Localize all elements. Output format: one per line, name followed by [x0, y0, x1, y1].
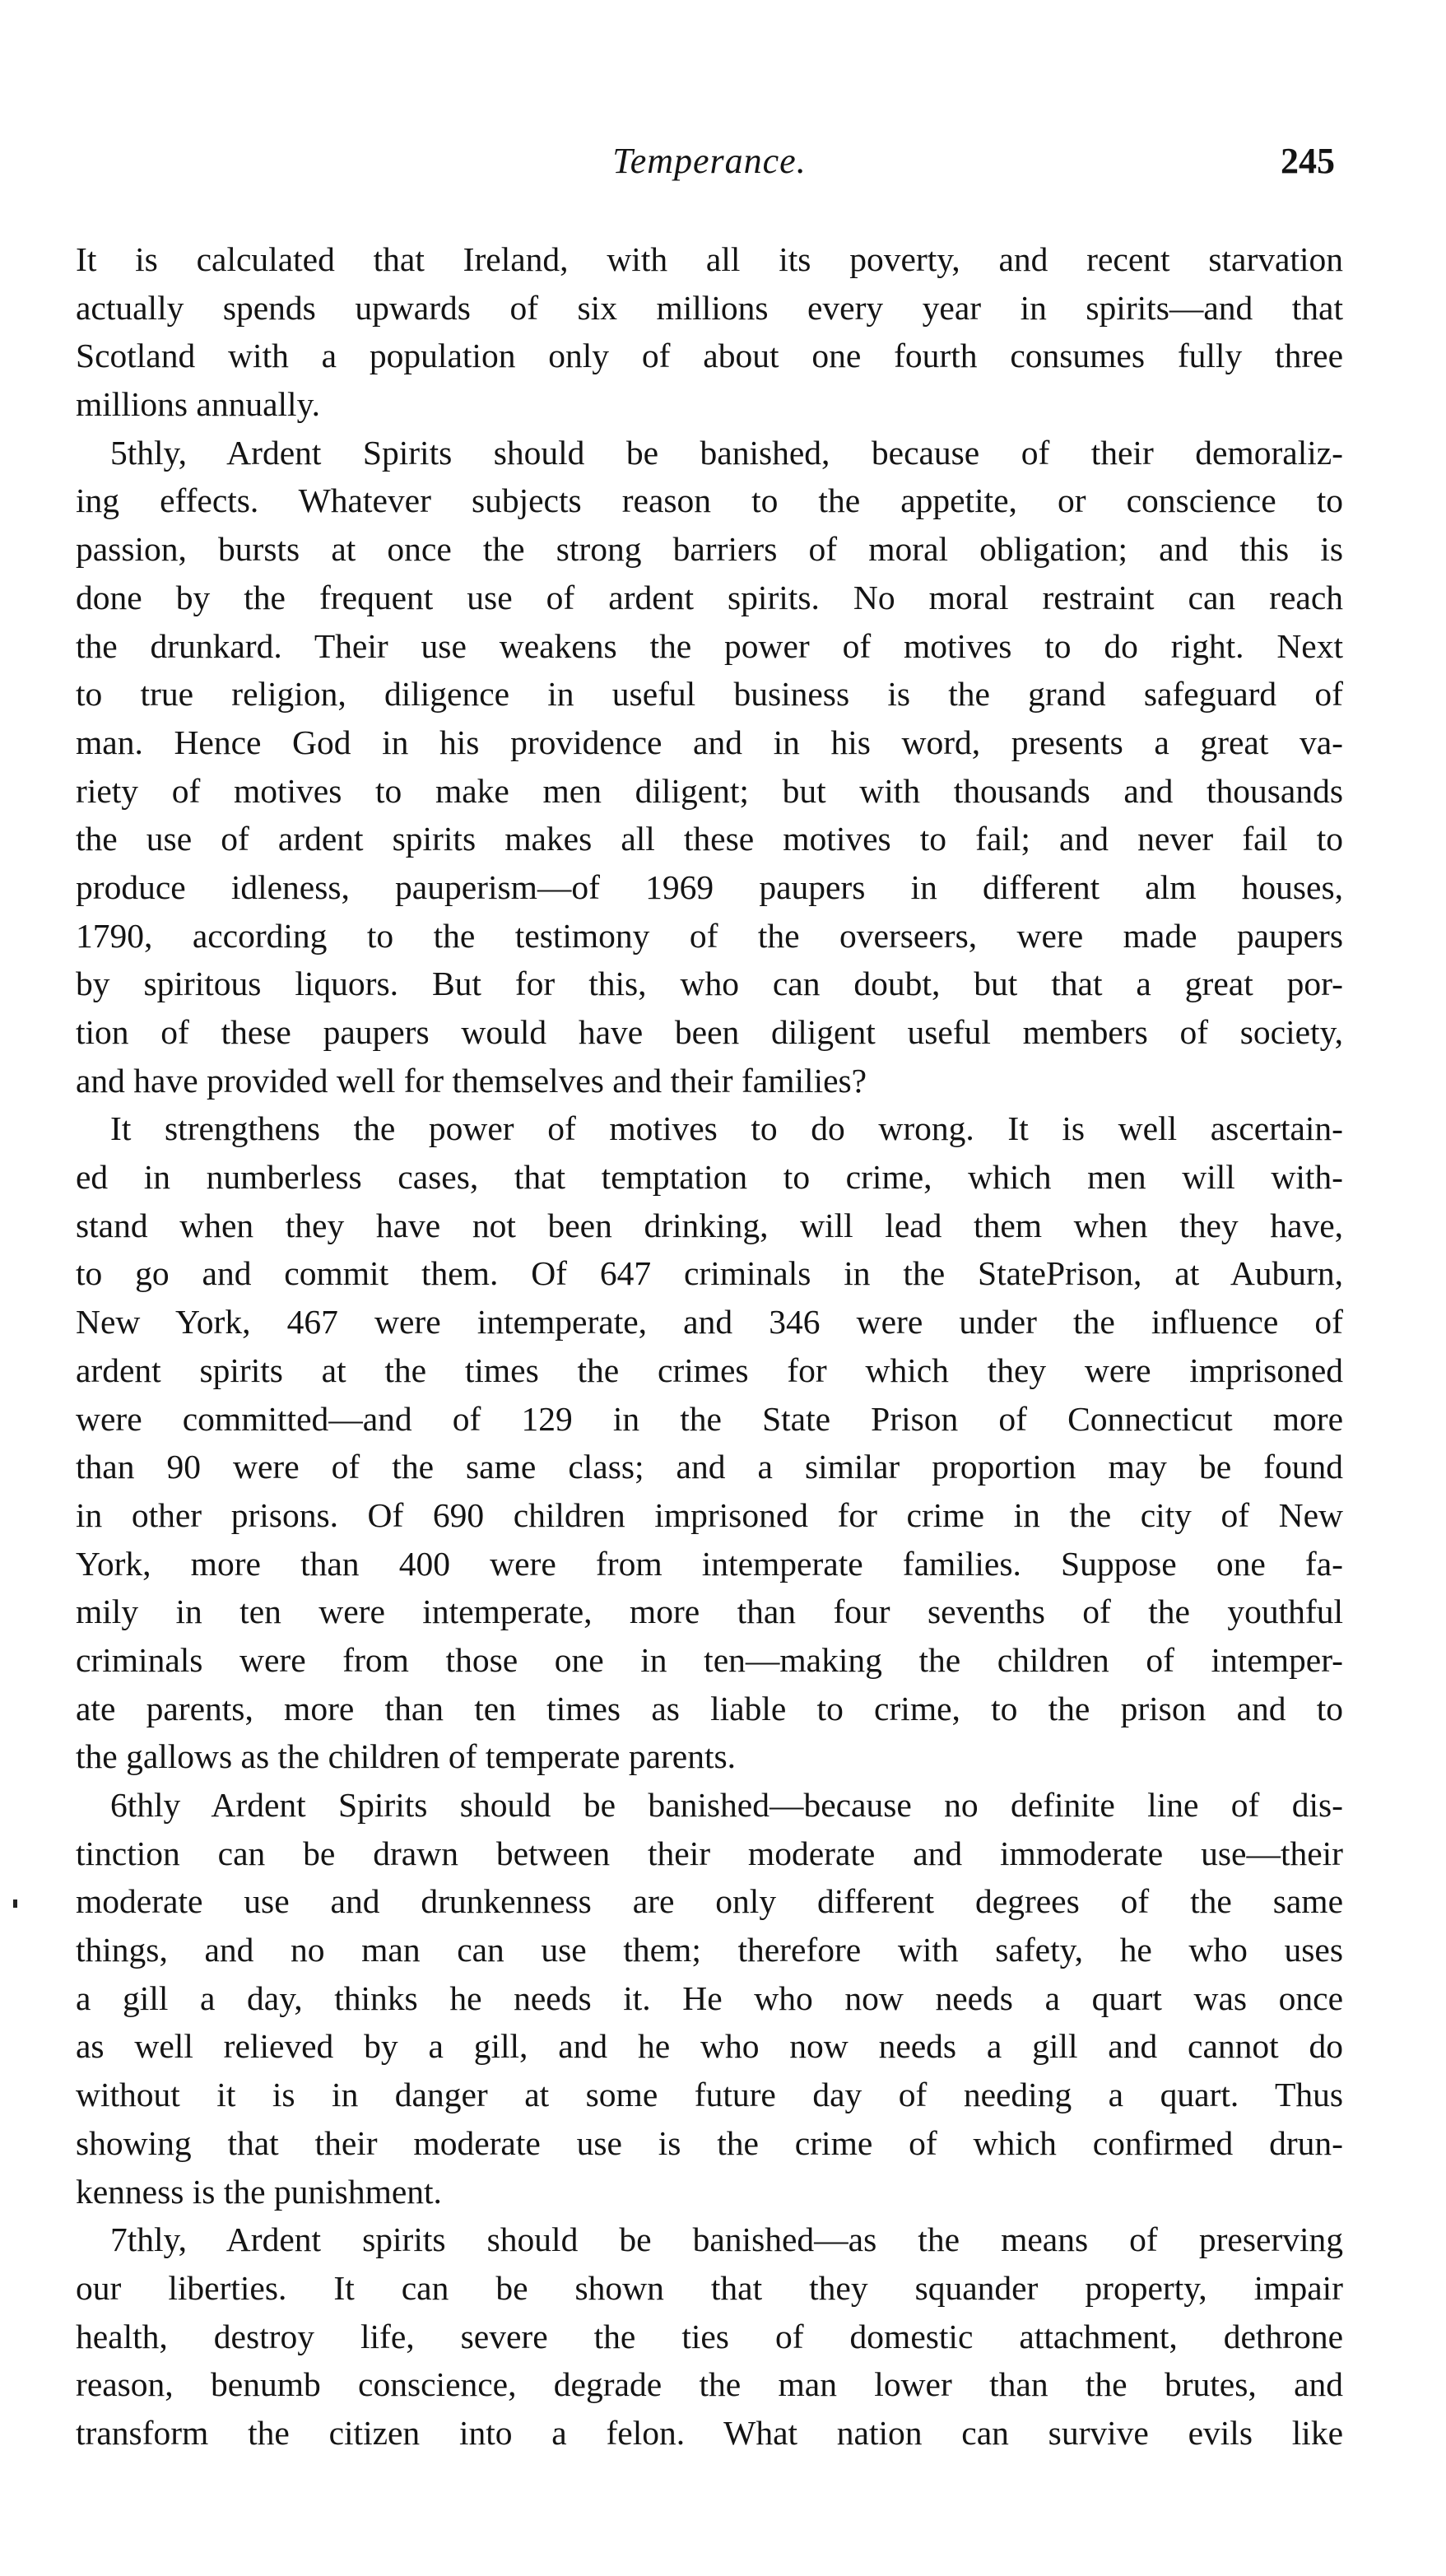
text-line: health, destroy life, severe the ties of domestic attachment, dethrone	[76, 2317, 1343, 2355]
text-line: in other prisons. Of 690 children imprisoned for crime in the city of New	[76, 1495, 1343, 1534]
running-head	[76, 140, 1343, 198]
text-line: riety of motives to make men diligent; but with thousands and thousands	[76, 771, 1343, 810]
text-line: man. Hence God in his providence and in his word, presents a great va-	[76, 723, 1343, 761]
text-line: York, more than 400 were from intemperate families. Suppose one fa-	[76, 1544, 1343, 1583]
text-line: New York, 467 were intemperate, and 346 were under the influence of	[76, 1303, 1343, 1341]
text-line: as well relieved by a gill, and he who now needs a gill and cannot do	[76, 2027, 1343, 2066]
text-line: moderate use and drunkenness are only different degrees of the same	[76, 1882, 1343, 1921]
text-line: ing effects. Whatever subjects reason to the appetite, or conscience to	[76, 481, 1343, 520]
text-line: by spiritous liquors. But for this, who can doubt, but that a great por-	[76, 965, 1343, 1003]
text-line: done by the frequent use of ardent spirits. No moral restraint can reach	[76, 578, 1343, 616]
text-line: mily in ten were intemperate, more than four sevenths of the youthful	[76, 1593, 1343, 1631]
text-line: 5thly, Ardent Spirits should be banished, because of their demoraliz-	[110, 433, 1343, 472]
text-line: a gill a day, thinks he needs it. He who now needs a quart was once	[76, 1978, 1343, 2017]
text-line: ed in numberless cases, that temptation to crime, which men will with-	[76, 1158, 1343, 1197]
text-line: It strengthens the power of motives to do wrong. It is well ascertain-	[110, 1109, 1343, 1148]
text-line: the drunkard. Their use weakens the power of motives to do right. Next	[76, 626, 1343, 665]
text-line: transform the citizen into a felon. What nation can survive evils like	[76, 2413, 1343, 2452]
text-line: stand when they have not been drinking, will lead them when they have,	[76, 1206, 1343, 1244]
text-line: ardent spirits at the times the crimes for which they were imprisoned	[76, 1351, 1343, 1389]
text-line: without it is in danger at some future day of needing a quart. Thus	[76, 2076, 1343, 2114]
text-line: passion, bursts at once the strong barriers of moral obligation; and this is	[76, 530, 1343, 569]
text-line: kenness is the punishment.	[76, 2172, 442, 2211]
text-line: to go and commit them. Of 647 criminals in the StatePrison, at Auburn,	[76, 1254, 1343, 1293]
text-line: 1790, according to the testimony of the overseers, were made paupers	[76, 916, 1343, 955]
text-line: the gallows as the children of temperate parents.	[76, 1737, 737, 1776]
text-line: things, and no man can use them; therefore with safety, he who uses	[76, 1931, 1343, 1969]
text-line: tinction can be drawn between their moderate and immoderate use—their	[76, 1834, 1343, 1872]
text-line: 6thly Ardent Spirits should be banished—because no definite line of dis-	[110, 1786, 1343, 1824]
body-text	[76, 235, 1343, 2457]
text-line: tion of these paupers would have been diligent useful members of society,	[76, 1013, 1343, 1051]
text-line: were committed—and of 129 in the State Prison of Connecticut more	[76, 1399, 1343, 1438]
page-number: 245	[1281, 141, 1335, 181]
text-line: and have provided well for themselves and their families?	[76, 1061, 867, 1100]
text-line: criminals were from those one in ten—making the children of intemper-	[76, 1640, 1343, 1679]
text-line: It is calculated that Ireland, with all its poverty, and recent starvation	[76, 240, 1343, 278]
text-line: than 90 were of the same class; and a similar proportion may be found	[76, 1448, 1343, 1486]
text-line: Scotland with a population only of about one fourth consumes fully three	[76, 337, 1343, 375]
text-line: 7thly, Ardent spirits should be banished—as the means of preserving	[110, 2220, 1343, 2259]
text-line: ate parents, more than ten times as liable to crime, to the prison and to	[76, 1689, 1343, 1727]
text-line: the use of ardent spirits makes all these motives to fail; and never fail to	[76, 820, 1343, 858]
text-line: actually spends upwards of six millions every year in spirits—and that	[76, 288, 1343, 327]
text-line: showing that their moderate use is the crime of which confirmed drun-	[76, 2123, 1343, 2162]
text-line: millions annually.	[76, 385, 321, 424]
text-line: produce idleness, pauperism—of 1969 paupers in different alm houses,	[76, 867, 1343, 906]
stray-ink-mark	[13, 1899, 17, 1908]
text-line: reason, benumb conscience, degrade the man lower than the brutes, and	[76, 2365, 1343, 2404]
text-line: our liberties. It can be shown that they squander property, impair	[76, 2268, 1343, 2307]
text-line: to true religion, diligence in useful business is the grand safeguard of	[76, 675, 1343, 714]
running-title: Temperance.	[612, 141, 807, 181]
